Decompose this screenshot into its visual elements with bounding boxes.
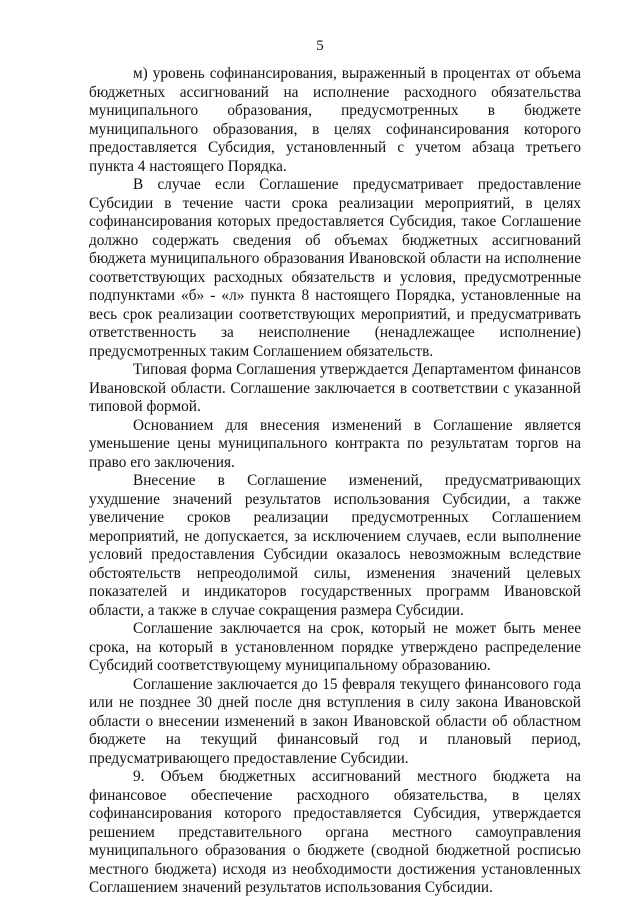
paragraph-amendment-grounds: Основанием для внесения изменений в Соглашение является уменьшение цены муниципального контракта по результатам торгов на право его заключения.	[89, 416, 581, 471]
paragraph-amendment-restrictions: Внесение в Соглашение изменений, предусматривающих ухудшение значений результатов использования Субсидии, а также увеличение сроков реализации предусмотренных Соглашением мероприятий, не допускается, за исключением случаев, если выполнение условий предоставления Субсидии оказалось невозможным вследствие обстоятельств непреодолимой силы, изменения значений целевых показателей и индикаторов государственных программ Ивановской области, а также в случае сокращения размера Субсидии.	[89, 472, 581, 619]
paragraph-cofinancing-level: м) уровень софинансирования, выраженный в процентах от объема бюджетных ассигнований на исполнение расходного обязательства муниципального образования, предусмотренных в бюджете муниципального образования, в целях софинансирования которого предоставляется Субсидия, установленный с учетом абзаца третьего пункта 4 настоящего Порядка.	[89, 65, 581, 175]
paragraph-standard-form: Типовая форма Соглашения утверждается Департаментом финансов Ивановской области. Соглашение заключается в соответствии с указанной типовой формой.	[89, 361, 581, 415]
paragraph-partial-term: В случае если Соглашение предусматривает предоставление Субсидии в течение части срока реализации мероприятий, в целях софинансирования которых предоставляется Субсидия, такое Соглашение должно содержать сведения об объемах бюджетных ассигнований бюджета муниципального образования Ивановской области на исполнение соответствующих расходных обязательств и условия, предусмотренные подпунктами «б» - «л» пункта 8 настоящего Порядка, установленные на весь срок реализации соответствующих мероприятий, и предусматривать ответственность за неисполнение (ненадлежащее исполнение) предусмотренных таким Соглашением обязательств.	[89, 176, 581, 360]
paragraph-agreement-deadline: Соглашение заключается до 15 февраля текущего финансового года или не позднее 30 дней после дня вступления в силу закона Ивановской области о внесении изменений в закон Ивановской области об областном бюджете на текущий финансовый год и плановый период, предусматривающего предоставление Субсидии.	[89, 675, 581, 767]
paragraph-item-9: 9. Объем бюджетных ассигнований местного бюджета на финансовое обеспечение расходного обязательства, в целях софинансирования которого предоставляется Субсидия, утверждается решением представительного органа местного самоуправления муниципального образования о бюджете (сводной бюджетной росписью местного бюджета) исходя из необходимости достижения установленных Соглашением значений результатов использования Субсидии.	[89, 768, 581, 896]
document-body	[89, 65, 581, 898]
page-number: 5	[316, 38, 324, 54]
paragraph-agreement-term: Соглашение заключается на срок, который не может быть менее срока, на который в установленном порядке утверждено распределение Субсидий соответствующему муниципальному образованию.	[89, 620, 581, 674]
